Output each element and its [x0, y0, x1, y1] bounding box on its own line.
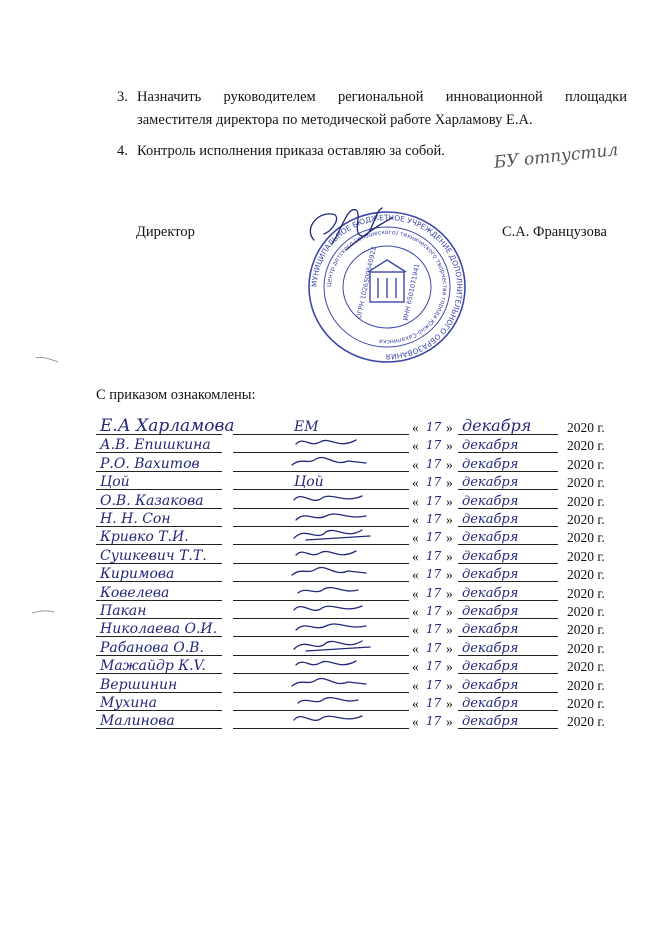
quote-close: »	[446, 438, 453, 454]
year-label: 2020 г.	[567, 585, 605, 601]
quote-open: «	[412, 622, 419, 638]
handwritten-month	[456, 453, 566, 473]
handwritten-day	[423, 527, 447, 545]
handwritten-month	[456, 618, 566, 638]
handwritten-month	[456, 526, 566, 546]
handwritten-day	[423, 675, 447, 693]
handwritten-month	[456, 545, 566, 565]
seal-ogrn: ОГРН 1026500540922	[354, 245, 379, 320]
handwritten-day	[423, 693, 447, 711]
handwritten-day	[423, 601, 447, 619]
quote-close: »	[446, 420, 453, 435]
quote-close: »	[446, 493, 453, 509]
quote-close: »	[446, 585, 453, 601]
handwritten-month	[456, 637, 566, 657]
handwritten-month	[456, 471, 566, 491]
margin-mark-icon	[34, 350, 60, 364]
month-text: декабря	[462, 567, 519, 583]
year-label: 2020 г.	[567, 567, 605, 583]
month-text: декабря	[462, 640, 519, 656]
handwritten-name-text: Цой	[100, 474, 130, 491]
quote-open: «	[412, 493, 419, 509]
day-text: 17	[426, 714, 442, 729]
day-text: 17	[426, 640, 442, 655]
year-label: 2020 г.	[567, 420, 605, 435]
quote-open: «	[412, 640, 419, 656]
quote-close: »	[446, 604, 453, 619]
day-text: 17	[426, 567, 442, 582]
handwritten-month	[456, 490, 566, 510]
quote-close: »	[446, 567, 453, 583]
month-text: декабря	[462, 659, 519, 675]
quote-close: »	[446, 659, 453, 675]
day-text: 17	[426, 420, 442, 434]
month-text: декабря	[462, 696, 519, 711]
handwritten-day	[423, 546, 447, 564]
handwritten-signature	[276, 708, 386, 730]
signature-text: Цой	[294, 474, 324, 491]
month-text: декабря	[462, 456, 519, 472]
month-text: декабря	[462, 677, 519, 693]
handwritten-month	[456, 655, 566, 675]
handwritten-note	[492, 140, 622, 182]
handwritten-name-text: Киримова	[100, 566, 175, 583]
quote-open: «	[412, 677, 419, 693]
handwritten-month	[456, 674, 566, 694]
quote-open: «	[412, 548, 419, 564]
quote-close: »	[446, 475, 453, 491]
year-label: 2020 г.	[567, 640, 605, 656]
signature-text: ЕМ	[294, 419, 319, 435]
item-number: 3.	[117, 89, 128, 105]
handwritten-day	[423, 491, 447, 509]
day-text: 17	[426, 622, 442, 637]
quote-open: «	[412, 604, 419, 619]
month-text: декабря	[462, 714, 519, 730]
month-text: декабря	[462, 585, 519, 601]
month-text: декабря	[462, 622, 519, 638]
seal-inner-text: Центр детского (юношеского) технического творчества города Южно-Сахалинска	[325, 228, 449, 346]
handwritten-name-text: Сушкевич Т.Т.	[100, 547, 207, 564]
month-text: декабря	[462, 438, 519, 454]
acknowledgment-title: С приказом ознакомлены:	[96, 387, 256, 403]
handwritten-day	[423, 454, 447, 472]
director-signature	[302, 200, 402, 260]
handwritten-name-text: Мажайдр К.V.	[100, 658, 206, 675]
quote-open: «	[412, 475, 419, 491]
handwritten-day	[423, 472, 447, 490]
quote-open: «	[412, 585, 419, 601]
month-text: декабря	[462, 416, 532, 435]
year-label: 2020 г.	[567, 622, 605, 638]
handwritten-day	[423, 417, 447, 435]
handwritten-name-text: Р.О. Вахитов	[100, 455, 200, 472]
handwritten-day	[423, 638, 447, 656]
day-text: 17	[426, 456, 442, 471]
quote-close: »	[446, 512, 453, 527]
year-label: 2020 г.	[567, 456, 605, 472]
day-text: 17	[426, 512, 442, 526]
quote-open: «	[412, 456, 419, 472]
quote-close: »	[446, 640, 453, 656]
handwritten-name-text: Кривко Т.И.	[100, 529, 189, 546]
handwritten-month	[456, 582, 566, 602]
day-text: 17	[426, 585, 442, 600]
year-label: 2020 г.	[567, 438, 605, 454]
day-text: 17	[426, 604, 442, 618]
year-label: 2020 г.	[567, 475, 605, 491]
item-text-line: Контроль исполнения приказа оставляю за собой.	[137, 143, 445, 159]
handwritten-name-text: Малинова	[100, 713, 175, 730]
day-text: 17	[426, 530, 442, 545]
quote-close: »	[446, 696, 453, 711]
year-label: 2020 г.	[567, 604, 605, 619]
handwritten-month	[456, 600, 566, 620]
quote-close: »	[446, 530, 453, 546]
handwritten-day	[423, 656, 447, 674]
quote-close: »	[446, 677, 453, 693]
handwritten-day	[423, 619, 447, 637]
quote-close: »	[446, 714, 453, 730]
year-label: 2020 г.	[567, 493, 605, 509]
handwritten-month	[456, 710, 566, 730]
quote-close: »	[446, 548, 453, 564]
director-name: С.А. Французова	[502, 224, 607, 240]
handwritten-name-text: Вершинин	[100, 676, 178, 693]
year-label: 2020 г.	[567, 677, 605, 693]
handwritten-name-text: А.В. Епишкина	[100, 437, 211, 454]
month-text: декабря	[462, 493, 519, 509]
handwritten-name-text: Николаева О.И.	[100, 621, 218, 638]
year-label: 2020 г.	[567, 530, 605, 546]
day-text: 17	[426, 493, 442, 508]
item-number: 4.	[117, 143, 128, 159]
month-text: декабря	[462, 530, 519, 546]
year-label: 2020 г.	[567, 512, 605, 527]
day-text: 17	[426, 677, 442, 692]
handwritten-month	[456, 692, 566, 712]
quote-open: «	[412, 512, 419, 527]
handwritten-day	[423, 435, 447, 453]
month-text: декабря	[462, 475, 519, 491]
handwritten-month	[456, 434, 566, 454]
quote-open: «	[412, 696, 419, 711]
month-text: декабря	[462, 604, 519, 619]
handwritten-name-text: Пакан	[100, 603, 147, 619]
handwritten-name-text: Ковелева	[100, 584, 170, 601]
quote-close: »	[446, 456, 453, 472]
year-label: 2020 г.	[567, 659, 605, 675]
margin-mark-icon	[30, 604, 56, 618]
quote-open: «	[412, 530, 419, 546]
handwritten-month	[456, 508, 566, 528]
quote-open: «	[412, 567, 419, 583]
quote-open: «	[412, 420, 419, 435]
handwritten-name-text: О.В. Казакова	[100, 492, 204, 509]
handwritten-day	[423, 509, 447, 527]
seal-inn: ИНН 6501071941	[401, 262, 422, 322]
month-text: декабря	[462, 548, 519, 564]
day-text: 17	[426, 475, 442, 490]
quote-open: «	[412, 714, 419, 730]
day-text: 17	[426, 438, 442, 453]
quote-open: «	[412, 659, 419, 675]
handwritten-month	[456, 416, 566, 436]
quote-close: »	[446, 622, 453, 638]
item-text-line: заместителя директора по методической работе Харламову Е.А.	[137, 112, 533, 128]
quote-open: «	[412, 438, 419, 454]
handwritten-name-text: Мухина	[100, 695, 157, 711]
year-label: 2020 г.	[567, 696, 605, 711]
year-label: 2020 г.	[567, 714, 605, 730]
handwritten-note-text: БУ отпустил	[492, 140, 620, 174]
handwritten-day	[423, 711, 447, 729]
handwritten-day	[423, 564, 447, 582]
handwritten-month	[456, 563, 566, 583]
month-text: декабря	[462, 512, 519, 527]
day-text: 17	[426, 659, 442, 674]
item-text-line: Назначить руководителем региональной инновационной площадки	[137, 89, 627, 105]
year-label: 2020 г.	[567, 548, 605, 564]
handwritten-name	[98, 708, 248, 730]
handwritten-name-text: Рабанова О.В.	[100, 639, 204, 656]
day-text: 17	[426, 696, 442, 710]
day-text: 17	[426, 548, 442, 563]
handwritten-day	[423, 583, 447, 601]
handwritten-name-text: Н. Н. Сон	[100, 511, 171, 527]
seal-outer-text: МУНИЦИПАЛЬНОЕ БЮДЖЕТНОЕ УЧРЕЖДЕНИЕ ДОПОЛНИТЕЛЬНОГО ОБРАЗОВАНИЯ	[309, 212, 465, 362]
handwritten-name-text: Е.А Харламова	[100, 416, 235, 436]
signature-row	[96, 714, 620, 730]
director-label: Директор	[136, 224, 195, 240]
